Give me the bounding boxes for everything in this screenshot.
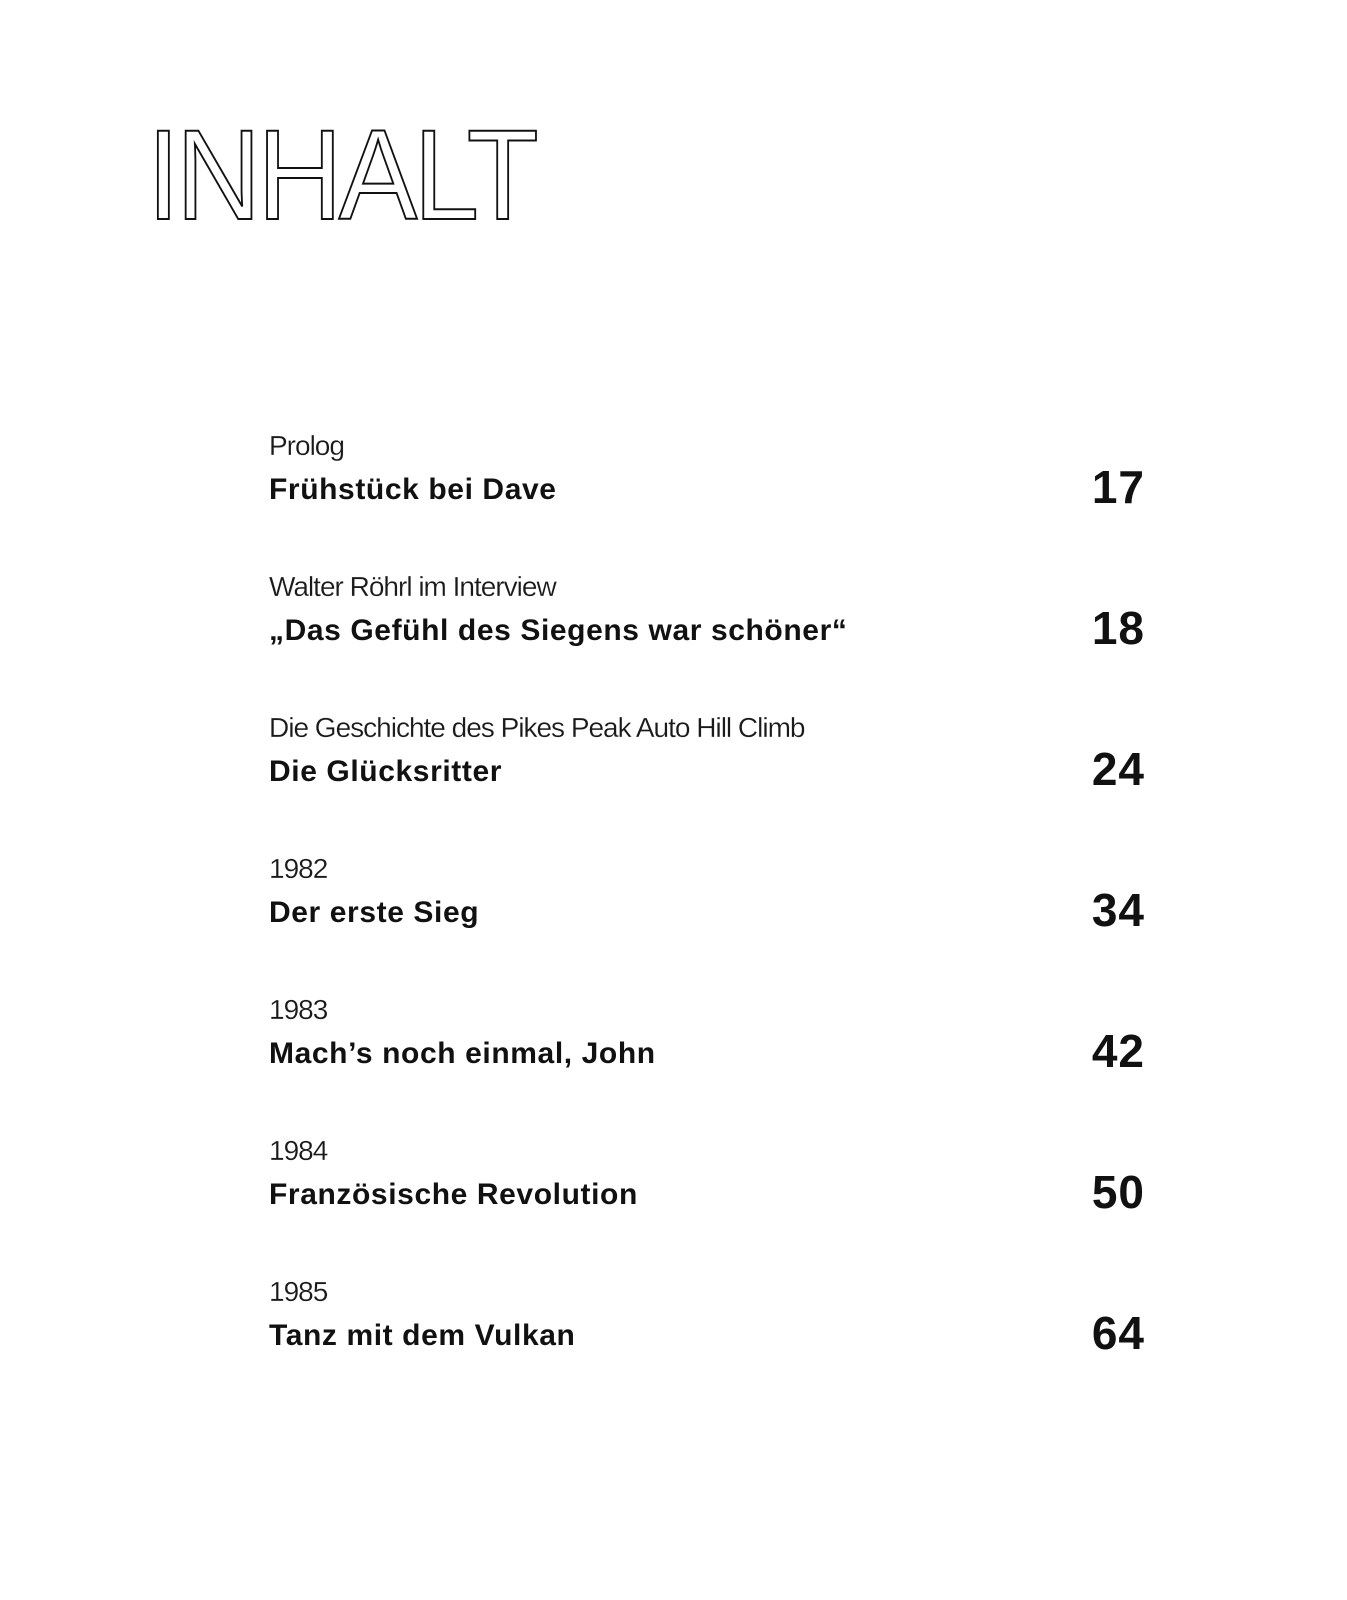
toc-entry-page-number: 42 [1091,1025,1145,1077]
toc-entry-kicker: 1984 [269,1135,328,1166]
page-title: INHALT [147,104,535,247]
toc-entry-title: Frühstück bei Dave [269,473,557,506]
toc-entry-kicker: Die Geschichte des Pikes Peak Auto Hill Climb [269,712,805,743]
toc-entry-title: Französische Revolution [269,1178,638,1211]
toc-entry[interactable] [269,569,1145,710]
toc-entry[interactable] [269,851,1145,992]
toc-entry-kicker: Prolog [269,430,344,461]
toc-entry-kicker: Walter Röhrl im Interview [269,571,556,602]
toc-entry-title: „Das Gefühl des Siegens war schöner“ [269,614,848,647]
toc-entry-kicker: 1983 [269,994,328,1025]
table-of-contents [269,428,1145,1415]
toc-entry-title: Der erste Sieg [269,896,480,929]
toc-entry-title: Tanz mit dem Vulkan [269,1319,576,1352]
toc-entry[interactable] [269,1274,1145,1415]
toc-entry[interactable] [269,992,1145,1133]
toc-entry[interactable] [269,428,1145,569]
toc-entry-kicker: 1982 [269,853,328,884]
toc-entry-page-number: 64 [1091,1307,1145,1359]
toc-entry[interactable] [269,1133,1145,1274]
toc-entry-page-number: 18 [1091,602,1145,654]
toc-entry-kicker: 1985 [269,1276,328,1307]
toc-entry[interactable] [269,710,1145,851]
toc-entry-title: Die Glücksritter [269,755,503,788]
toc-entry-page-number: 17 [1091,461,1145,513]
toc-entry-page-number: 24 [1091,743,1145,795]
toc-entry-title: Mach’s noch einmal, John [269,1037,656,1070]
toc-entry-page-number: 34 [1091,884,1145,936]
toc-entry-page-number: 50 [1091,1166,1145,1218]
